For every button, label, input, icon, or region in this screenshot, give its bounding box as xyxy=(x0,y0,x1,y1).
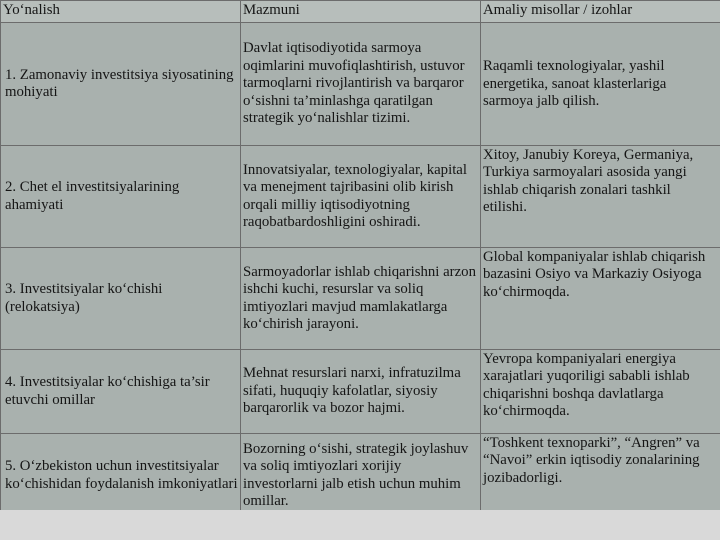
header-examples: Amaliy misollar / izohlar xyxy=(481,1,720,23)
direction-cell: 2. Chet el investitsiyalarining ahamiyati xyxy=(1,146,241,248)
table-row xyxy=(1,350,720,434)
examples-cell: “Toshkent texnoparki”, “Angren” va “Navoi” erkin iqtisodiy zonalarining jozibadorligi. xyxy=(481,434,720,518)
content-cell: Mehnat resurslari narxi, infratuzilma sifati, huquqiy kafolatlar, siyosiy barqarorlik va bozor hajmi. xyxy=(241,350,481,434)
direction-cell: 4. Investitsiyalar ko‘chishiga ta’sir etuvchi omillar xyxy=(1,350,241,434)
header-direction: Yo‘nalish xyxy=(1,1,241,23)
content-cell: Innovatsiyalar, texnologiyalar, kapital va menejment tajribasini olib kirish orqali milliy iqtisodiyotning raqobatbardoshligini oshiradi. xyxy=(241,146,481,248)
examples-cell: Raqamli texnologiyalar, yashil energetika, sanoat klasterlariga sarmoya jalb qilish. xyxy=(481,23,720,146)
examples-cell: Yevropa kompaniyalari energiya xarajatlari yuqoriligi sababli ishlab chiqarishni boshqa davlatlarga ko‘chirmoqda. xyxy=(481,350,720,434)
header-row xyxy=(1,1,720,23)
table-row xyxy=(1,23,720,146)
examples-cell: Global kompaniyalar ishlab chiqarish bazasini Osiyo va Markaziy Osiyoga ko‘chirmoqda. xyxy=(481,248,720,350)
direction-cell: 3. Investitsiyalar ko‘chishi (relokatsiya) xyxy=(1,248,241,350)
table-row xyxy=(1,434,720,518)
table-row xyxy=(1,248,720,350)
content-cell: Bozorning o‘sishi, strategik joylashuv va soliq imtiyozlari xorijiy investorlarni jalb etish uchun muhim omillar. xyxy=(241,434,481,518)
table-row xyxy=(1,146,720,248)
direction-cell: 1. Zamonaviy investitsiya siyosatining mohiyati xyxy=(1,23,241,146)
content-cell: Davlat iqtisodiyotida sarmoya oqimlarini muvofiqlashtirish, ustuvor tarmoqlarni rivojlantirish va barqaror o‘sishni ta’minlashga qaratilgan strategik yo‘nalishlar tizimi. xyxy=(241,23,481,146)
header-content: Mazmuni xyxy=(241,1,481,23)
examples-cell: Xitoy, Janubiy Koreya, Germaniya, Turkiya sarmoyalari asosida yangi ishlab chiqarish zonalari tashkil etilishi. xyxy=(481,146,720,248)
direction-cell: 5. O‘zbekiston uchun investitsiyalar ko‘chishidan foydalanish imkoniyatlari xyxy=(1,434,241,518)
page-bottom-margin xyxy=(0,510,720,540)
content-cell: Sarmoyadorlar ishlab chiqarishni arzon ishchi kuchi, resurslar va soliq imtiyozlari mavjud mamlakatlarga ko‘chirish jarayoni. xyxy=(241,248,481,350)
